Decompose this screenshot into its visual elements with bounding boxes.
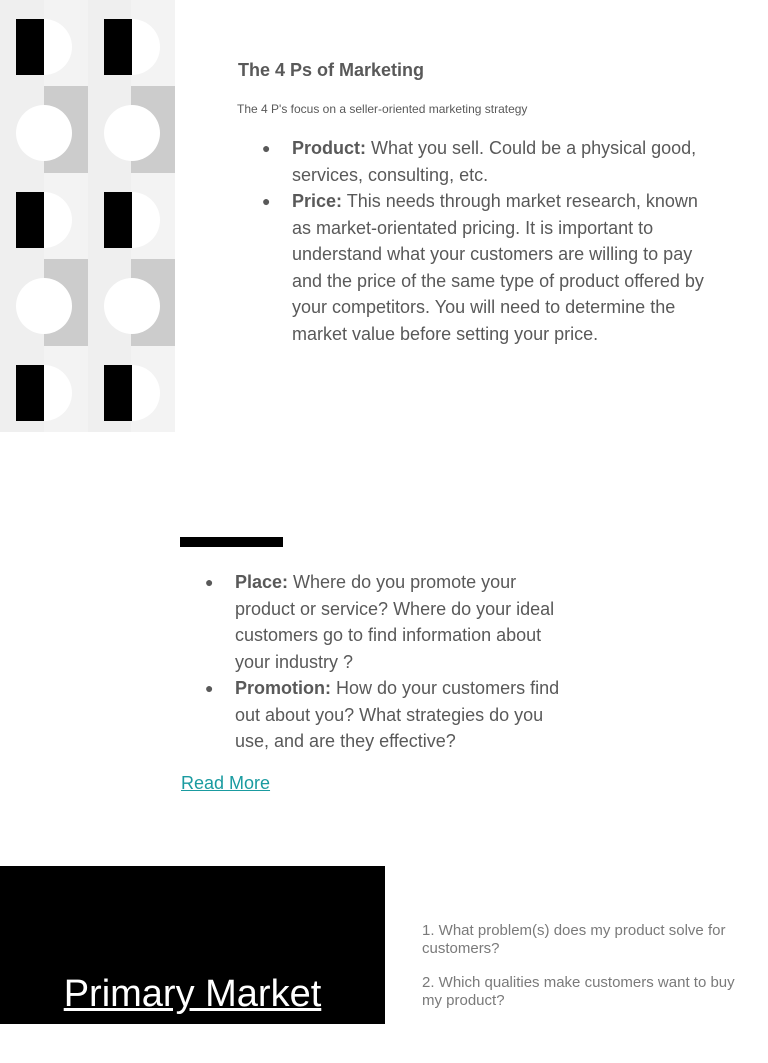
list-item-place <box>181 569 581 675</box>
divider-bar <box>180 537 283 547</box>
circle-shape <box>104 105 160 161</box>
section-subtitle: The 4 P's focus on a seller-oriented marketing strategy <box>237 102 528 116</box>
list-item-price <box>238 188 708 347</box>
item-text: This needs through market research, known as market-orientated pricing. It is important to understand what your customers are willing to pay and the price of the same type of product offered by your competitors. You will need to determine the market value before setting your price. <box>292 191 704 344</box>
half-circle-shape <box>104 192 160 248</box>
half-circle-shape <box>16 365 72 421</box>
section-title: The 4 Ps of Marketing <box>238 60 425 80</box>
bullet-icon: ● <box>262 140 271 156</box>
circle-shape <box>16 105 72 161</box>
item-term: Place: <box>235 572 289 592</box>
half-circle-shape <box>104 365 160 421</box>
research-questions <box>422 922 742 1026</box>
panel-title <box>0 971 385 1063</box>
item-term: Price: <box>292 191 343 211</box>
bullet-icon: ● <box>205 574 214 590</box>
list-item-product <box>238 135 708 188</box>
question-item: 2. Which qualities make customers want to buy my product? <box>422 974 735 1009</box>
panel-title-line1: Primary Market <box>63 973 322 1015</box>
decorative-pattern <box>0 0 175 432</box>
circle-shape <box>16 278 72 334</box>
item-term: Promotion: <box>235 678 331 698</box>
question-item: 1. What problem(s) does my product solve for customers? <box>422 922 726 957</box>
primary-research-panel <box>0 866 385 1061</box>
half-circle-shape <box>16 192 72 248</box>
half-circle-shape <box>104 19 160 75</box>
item-term: Product: <box>292 138 366 158</box>
half-circle-shape <box>16 19 72 75</box>
bullet-icon: ● <box>262 193 271 209</box>
bullet-icon: ● <box>205 680 214 696</box>
four-ps-list-part2 <box>181 569 581 755</box>
read-more-link[interactable]: Read More <box>181 773 271 793</box>
item-text: How do your customers find out about you? What strategies do you use, and are they effective? <box>235 678 560 751</box>
list-item-promotion <box>181 675 581 755</box>
item-text: Where do you promote your product or service? Where do your ideal customers go to find information about your industry ? <box>235 572 555 672</box>
circle-shape <box>104 278 160 334</box>
panel-title-line2: Research <box>111 1019 274 1061</box>
item-text: What you sell. Could be a physical good, services, consulting, etc. <box>292 138 697 185</box>
four-ps-list-part1 <box>238 135 708 347</box>
